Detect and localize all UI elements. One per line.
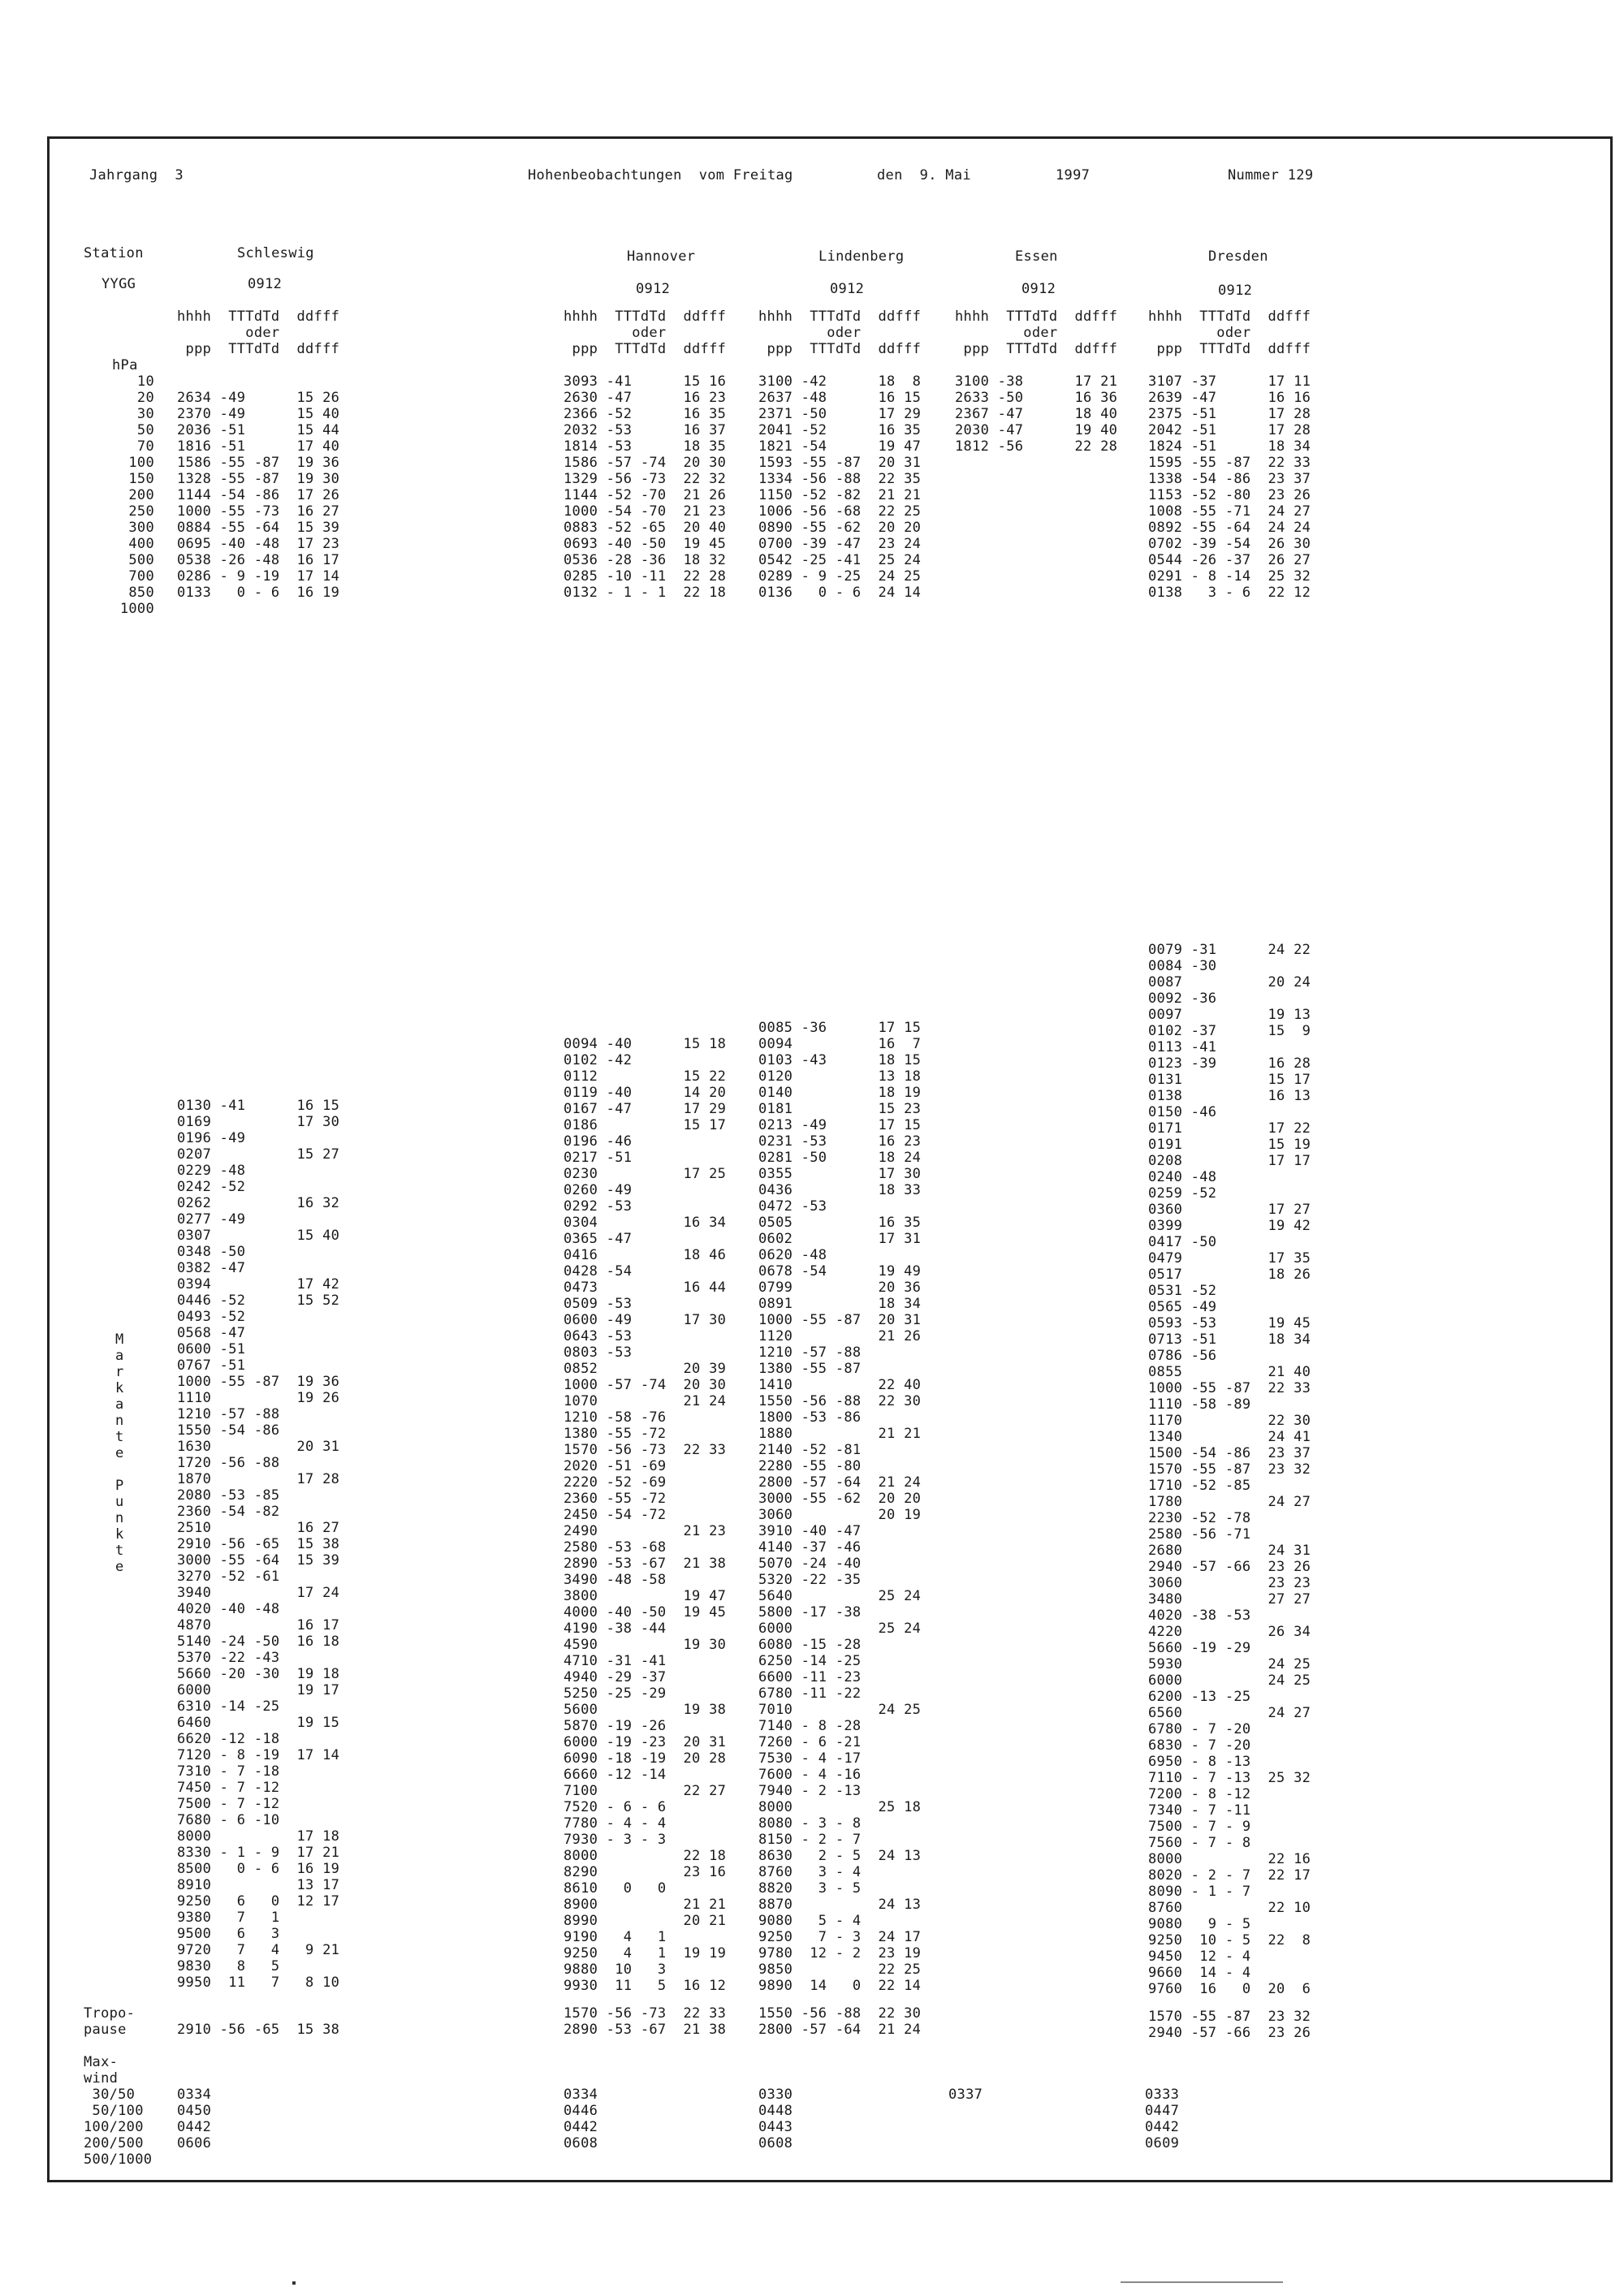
station-name-essen: Essen xyxy=(1015,248,1058,265)
maxwind-schleswig: 0334 0450 0442 0606 xyxy=(177,2087,212,2151)
standard-levels-essen: 3100 -38 17 21 2633 -50 16 36 2367 -47 18 40 2030 -47 19 40 1812 -56 22 28 xyxy=(955,373,1118,455)
report-title: Hohenbeobachtungen vom Freitag xyxy=(528,167,793,183)
column-header-hannover: hhhh TTTdTd ddfff xyxy=(564,309,727,325)
column-header-oder-schleswig: oder xyxy=(177,325,280,341)
yygg-dresden: 0912 xyxy=(1218,283,1253,299)
standard-levels-hannover: 3093 -41 15 16 2630 -47 16 23 2366 -52 16 35 2032 -53 16 37 1814 -53 18 35 1586 -57 -74 20 30 1329 -56 -73 22 32 1144 -52 -70 21 26 1000 -54 -70 21 23 0883 -52 -65 20 40 0693 -40 -50 19 45 0536 -28 -36 18 32 0285 -10 -11 22 28 0132 - 1 - 1 22 18 xyxy=(564,373,727,601)
report-number: Nummer 129 xyxy=(1228,167,1314,183)
column-header-essen: hhhh TTTdTd ddfff xyxy=(955,309,1118,325)
significant-levels-dresden: 0079 -31 24 22 0084 -30 0087 20 24 0092 -36 0097 19 13 0102 -37 15 9 0113 -41 0123 -39 16 28 0131 15 17 0138 16 13 0150 -46 0171 17 22 0191 15 19 0208 17 17 0240 -48 0259 -52 0360 17 27 0399 19 42 0417 -50 0479 17 35 0517 18 26 0531 -52 0565 -49 0593 -53 19 45 0713 -51 18 34 0786 -56 0855 21 40 1000 -55 -87 22 33 1110 -58 -89 1170 22 30 1340 24 41 1500 -54 -86 23 37 1570 -55 -87 23 32 1710 -52 -85 1780 24 27 2230 -52 -78 2580 -56 -71 2680 24 31 2940 -57 -66 23 26 3060 23 23 3480 27 27 4020 -38 -53 4220 26 34 5660 -19 -29 5930 24 25 6000 24 25 6200 -13 -25 6560 24 27 6780 - 7 -20 6830 - 7 -20 6950 - 8 -13 7110 - 7 -13 25 32 7200 - 8 -12 7340 - 7 -11 7500 - 7 - 9 7560 - 7 - 8 8000 22 16 8020 - 2 - 7 22 17 8090 - 1 - 7 8760 22 10 9080 9 - 5 9250 10 - 5 22 8 9450 12 - 4 9660 14 - 4 9760 16 0 20 6 xyxy=(1148,942,1311,1997)
yygg-lindenberg: 0912 xyxy=(830,281,865,297)
column-header-schleswig: hhhh TTTdTd ddfff xyxy=(177,309,340,325)
column-subheader-schleswig: ppp TTTdTd ddfff xyxy=(177,341,340,357)
station-name-schleswig: Schleswig xyxy=(237,245,314,261)
standard-levels-dresden: 3107 -37 17 11 2639 -47 16 16 2375 -51 17 28 2042 -51 17 28 1824 -51 18 34 1595 -55 -87 22 33 1338 -54 -86 23 37 1153 -52 -80 23 26 1008 -55 -71 24 27 0892 -55 -64 24 24 0702 -39 -54 26 30 0544 -26 -37 26 27 0291 - 8 -14 25 32 0138 3 - 6 22 12 xyxy=(1148,373,1311,601)
yygg-label: YYGG xyxy=(102,276,136,292)
column-header-oder-hannover: oder xyxy=(564,325,667,341)
yygg-essen: 0912 xyxy=(1021,281,1056,297)
significant-levels-hannover: 0094 -40 15 18 0102 -42 0112 15 22 0119 -40 14 20 0167 -47 17 29 0186 15 17 0196 -46 0217 -51 0230 17 25 0260 -49 0292 -53 0304 16 34 0365 -47 0416 18 46 0428 -54 0473 16 44 0509 -53 0600 -49 17 30 0643 -53 0803 -53 0852 20 39 1000 -57 -74 20 30 1070 21 24 1210 -58 -76 1380 -55 -72 1570 -56 -73 22 33 2020 -51 -69 2220 -52 -69 2360 -55 -72 2450 -54 -72 2490 21 23 2580 -53 -68 2890 -53 -67 21 38 3490 -48 -58 3800 19 47 4000 -40 -50 19 45 4190 -38 -44 4590 19 30 4710 -31 -41 4940 -29 -37 5250 -25 -29 5600 19 38 5870 -19 -26 6000 -19 -23 20 31 6090 -18 -19 20 28 6660 -12 -14 7100 22 27 7520 - 6 - 6 7780 - 4 - 4 7930 - 3 - 3 8000 22 18 8290 23 16 8610 0 0 8900 21 21 8990 20 21 9190 4 1 9250 4 1 19 19 9880 10 3 9930 11 5 16 12 xyxy=(564,1036,727,1994)
significant-points-label: M a r k a n t e P u n k t e xyxy=(115,1331,124,1575)
standard-levels-schleswig: 2634 -49 15 26 2370 -49 15 40 2036 -51 15 44 1816 -51 17 40 1586 -55 -87 19 36 1328 -55 -87 19 30 1144 -54 -86 17 26 1000 -55 -73 16 27 0884 -55 -64 15 39 0695 -40 -48 17 23 0538 -26 -48 16 17 0286 - 9 -19 17 14 0133 0 - 6 16 19 xyxy=(177,390,340,601)
tropopause-hannover: 1570 -56 -73 22 33 2890 -53 -67 21 38 xyxy=(564,2005,727,2038)
scan-mark xyxy=(292,2281,296,2285)
report-year: 1997 xyxy=(1056,167,1091,183)
scan-line xyxy=(1121,2281,1283,2283)
column-header-dresden: hhhh TTTdTd ddfff xyxy=(1148,309,1311,325)
tropopause-dresden: 1570 -55 -87 23 32 2940 -57 -66 23 26 xyxy=(1148,2009,1311,2041)
report-date: den 9. Mai xyxy=(877,167,971,183)
station-name-hannover: Hannover xyxy=(627,248,696,265)
yygg-hannover: 0912 xyxy=(636,281,671,297)
maxwind-hannover: 0334 0446 0442 0608 xyxy=(564,2087,598,2151)
column-header-lindenberg: hhhh TTTdTd ddfff xyxy=(758,309,922,325)
yygg-schleswig: 0912 xyxy=(248,276,283,292)
column-header-oder-lindenberg: oder xyxy=(758,325,862,341)
jahrgang-label: Jahrgang 3 xyxy=(89,167,184,183)
significant-levels-schleswig: 0130 -41 16 15 0169 17 30 0196 -49 0207 15 27 0229 -48 0242 -52 0262 16 32 0277 -49 0307 15 40 0348 -50 0382 -47 0394 17 42 0446 -52 15 52 0493 -52 0568 -47 0600 -51 0767 -51 1000 -55 -87 19 36 1110 19 26 1210 -57 -88 1550 -54 -86 1630 20 31 1720 -56 -88 1870 17 28 2080 -53 -85 2360 -54 -82 2510 16 27 2910 -56 -65 15 38 3000 -55 -64 15 39 3270 -52 -61 3940 17 24 4020 -40 -48 4870 16 17 5140 -24 -50 16 18 5370 -22 -43 5660 -20 -30 19 18 6000 19 17 6310 -14 -25 6460 19 15 6620 -12 -18 7120 - 8 -19 17 14 7310 - 7 -18 7450 - 7 -12 7500 - 7 -12 7680 - 6 -10 8000 17 18 8330 - 1 - 9 17 21 8500 0 - 6 16 19 8910 13 17 9250 6 0 12 17 9380 7 1 9500 6 3 9720 7 4 9 21 9830 8 5 9950 11 7 8 10 xyxy=(177,1098,340,1991)
pressure-levels: 10 20 30 50 70 100 150 200 250 300 400 500 700 850 1000 xyxy=(119,373,154,617)
column-header-oder-dresden: oder xyxy=(1148,325,1251,341)
maxwind-lindenberg: 0330 0448 0443 0608 xyxy=(758,2087,793,2151)
column-subheader-lindenberg: ppp TTTdTd ddfff xyxy=(758,341,922,357)
maxwind-dresden: 0333 0447 0442 0609 xyxy=(1145,2087,1180,2151)
maxwind-essen: 0337 xyxy=(948,2087,983,2103)
station-name-dresden: Dresden xyxy=(1208,248,1268,265)
standard-levels-lindenberg: 3100 -42 18 8 2637 -48 16 15 2371 -50 17 29 2041 -52 16 35 1821 -54 19 47 1593 -55 -87 20 31 1334 -56 -88 22 35 1150 -52 -82 21 21 1006 -56 -68 22 25 0890 -55 -62 20 20 0700 -39 -47 23 24 0542 -25 -41 25 24 0289 - 9 -25 24 25 0136 0 - 6 24 14 xyxy=(758,373,922,601)
station-name-lindenberg: Lindenberg xyxy=(818,248,905,265)
tropopause-schleswig: 2910 -56 -65 15 38 xyxy=(177,2022,340,2038)
station-label: Station xyxy=(84,245,144,261)
significant-levels-lindenberg: 0085 -36 17 15 0094 16 7 0103 -43 18 15 0120 13 18 0140 18 19 0181 15 23 0213 -49 17 15 0231 -53 16 23 0281 -50 18 24 0355 17 30 0436 18 33 0472 -53 0505 16 35 0602 17 31 0620 -48 0678 -54 19 49 0799 20 36 0891 18 34 1000 -55 -87 20 31 1120 21 26 1210 -57 -88 1380 -55 -87 1410 22 40 1550 -56 -88 22 30 1800 -53 -86 1880 21 21 2140 -52 -81 2280 -55 -80 2800 -57 -64 21 24 3000 -55 -62 20 20 3060 20 19 3910 -40 -47 4140 -37 -46 5070 -24 -40 5320 -22 -35 5640 25 24 5800 -17 -38 6000 25 24 6080 -15 -28 6250 -14 -25 6600 -11 -23 6780 -11 -22 7010 24 25 7140 - 8 -28 7260 - 6 -21 7530 - 4 -17 7600 - 4 -16 7940 - 2 -13 8000 25 18 8080 - 3 - 8 8150 - 2 - 7 8630 2 - 5 24 13 8760 3 - 4 8820 3 - 5 8870 24 13 9080 5 - 4 9250 7 - 3 24 17 9780 12 - 2 23 19 9850 22 25 9890 14 0 22 14 xyxy=(758,1020,922,1994)
column-header-oder-essen: oder xyxy=(955,325,1058,341)
tropopause-label: Tropo- pause xyxy=(84,2005,136,2038)
column-subheader-hannover: ppp TTTdTd ddfff xyxy=(564,341,727,357)
column-subheader-dresden: ppp TTTdTd ddfff xyxy=(1148,341,1311,357)
maxwind-label: Max- wind 30/50 50/100 100/200 200/500 500/1000 xyxy=(84,2054,153,2168)
column-subheader-essen: ppp TTTdTd ddfff xyxy=(955,341,1118,357)
hpa-label: hPa xyxy=(112,357,138,373)
tropopause-lindenberg: 1550 -56 -88 22 30 2800 -57 -64 21 24 xyxy=(758,2005,922,2038)
